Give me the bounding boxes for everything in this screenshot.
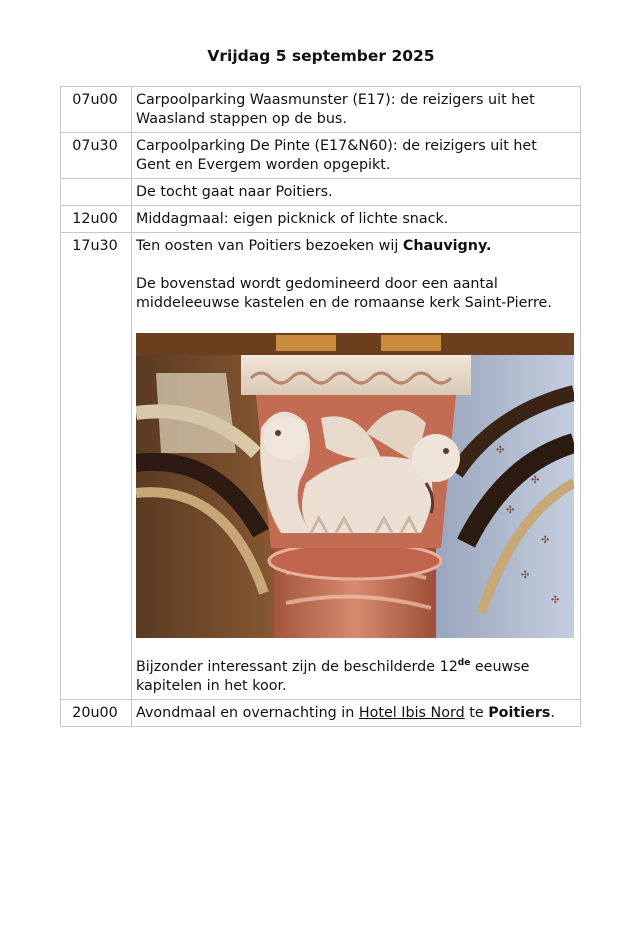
dinner-text-end: . [550,705,555,721]
time-cell: 12u00 [61,206,132,233]
chauvigny-intro: Ten oosten van Poitiers bezoeken wij [136,238,403,254]
description-cell [132,233,581,700]
capital-photo [136,333,574,638]
table-row [61,700,581,727]
chauvigny-name: Chauvigny. [402,238,492,254]
chauvigny-description: De bovenstad wordt gedomineerd door een aantal middeleeuwse kastelen en de romaanse kerk Saint-Pierre. [136,276,552,311]
table-row [61,233,581,700]
capitals-caption-end: eeuwse kapitelen in het koor. [136,659,530,694]
svg-text:✣: ✣ [506,505,515,516]
ordinal-suffix: de [457,658,471,669]
schedule-table [60,86,581,727]
svg-text:✣: ✣ [541,535,550,546]
description-cell: Middagmaal: eigen picknick of lichte snack. [132,206,581,233]
city-name: Poitiers [488,705,551,721]
time-cell: 17u30 [61,233,132,700]
svg-text:✣: ✣ [521,570,530,581]
description-cell: Carpoolparking Waasmunster (E17): de reizigers uit het Waasland stappen op de bus. [132,87,581,133]
svg-text:✣: ✣ [496,445,505,456]
svg-text:✣: ✣ [531,475,540,486]
svg-text:✣: ✣ [551,595,560,606]
capitals-caption-start: Bijzonder interessant zijn de beschilderde 12 [136,659,458,675]
table-row [61,179,581,206]
table-row [61,87,581,133]
description-cell: De tocht gaat naar Poitiers. [132,179,581,206]
page-title: Vrijdag 5 september 2025 [207,47,435,65]
time-cell: 07u00 [61,87,132,133]
dinner-text: Avondmaal en overnachting in [136,705,359,721]
description-cell: Carpoolparking De Pinte (E17&N60): de reizigers uit het Gent en Evergem worden opgepikt. [132,133,581,179]
hotel-link[interactable]: Hotel Ibis Nord [358,705,465,721]
table-row [61,206,581,233]
time-cell [61,179,132,206]
description-cell [132,700,581,727]
time-cell: 20u00 [61,700,132,727]
table-row [61,133,581,179]
dinner-text-mid: te [464,705,489,721]
time-cell: 07u30 [61,133,132,179]
